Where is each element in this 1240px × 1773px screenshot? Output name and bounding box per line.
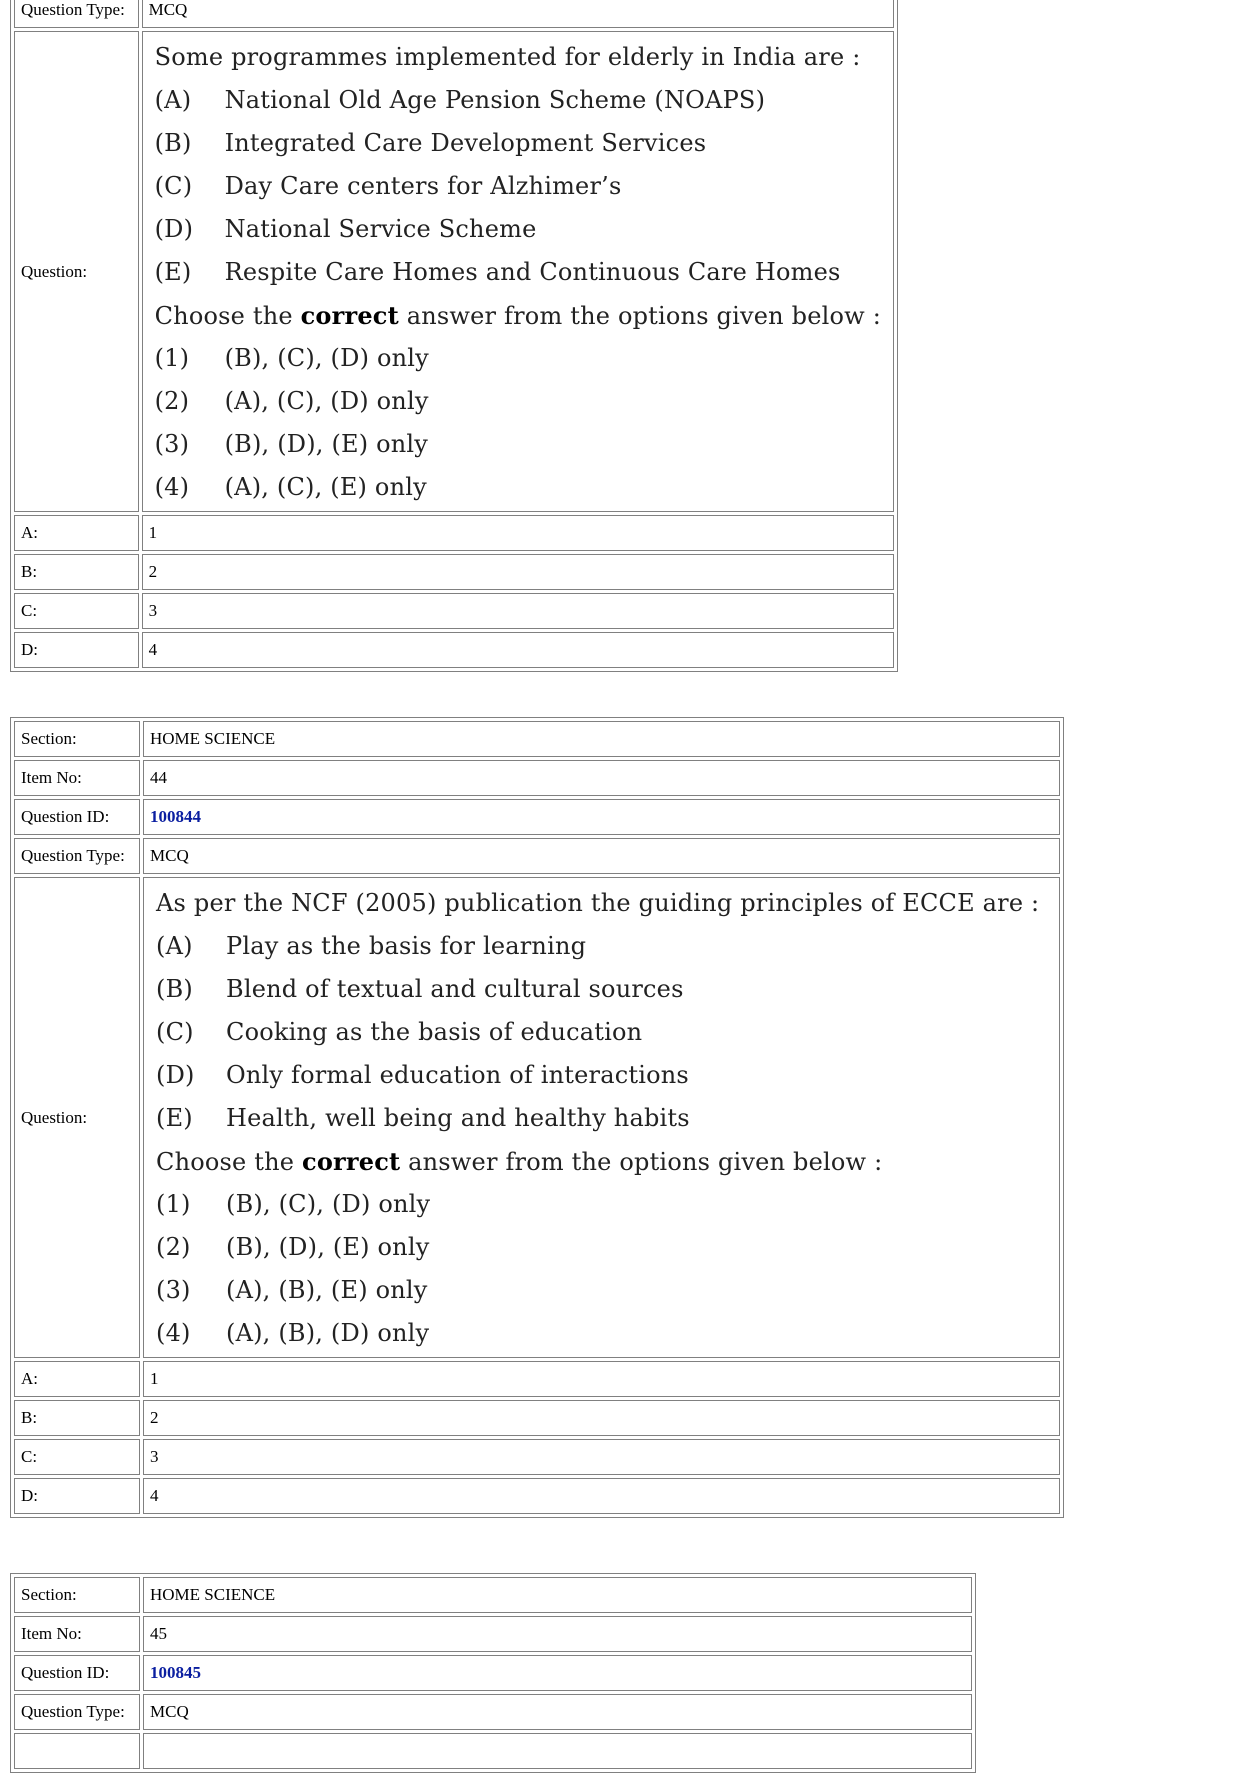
answer-d-label: D: [14, 632, 139, 668]
question-content [143, 1733, 972, 1769]
statement: (E) Health, well being and healthy habits [156, 1104, 690, 1132]
instruction: Choose the correct answer from the options given below : [156, 1147, 883, 1176]
answer-a-label: A: [14, 1361, 140, 1397]
question-label: Question: [14, 877, 140, 1358]
question-table-1 [10, 0, 898, 672]
statement: (A) Play as the basis for learning [156, 932, 587, 960]
question-id-label: Question ID: [14, 799, 140, 835]
item-no-label: Item No: [14, 1616, 140, 1652]
statement: (B) Blend of textual and cultural sources [156, 975, 684, 1003]
question-content [143, 877, 1060, 1358]
option: (1) (B), (C), (D) only [154, 344, 429, 372]
statement: (E) Respite Care Homes and Continuous Care Homes [154, 258, 841, 286]
question-label-cell [14, 1733, 140, 1769]
question-id-value: 100845 [143, 1655, 972, 1691]
statement: (A) National Old Age Pension Scheme (NOAPS) [154, 86, 766, 114]
option: (3) (A), (B), (E) only [156, 1276, 428, 1304]
section-value: HOME SCIENCE [143, 721, 1060, 757]
question-stem: As per the NCF (2005) publication the guiding principles of ECCE are : [156, 889, 1040, 917]
question-table-3 [10, 1573, 976, 1773]
statement: (C) Day Care centers for Alzhimer’s [154, 172, 622, 200]
question-type-value: MCQ [143, 1694, 972, 1730]
option: (4) (A), (B), (D) only [156, 1319, 430, 1347]
option: (2) (B), (D), (E) only [156, 1233, 430, 1261]
answer-a-value: 1 [143, 1361, 1060, 1397]
question-label: Question: [14, 31, 139, 512]
statement: (D) National Service Scheme [154, 215, 537, 243]
answer-c-value: 3 [142, 593, 894, 629]
statement: (B) Integrated Care Development Services [154, 129, 707, 157]
answer-b-value: 2 [143, 1400, 1060, 1436]
question-type-label: Question Type: [14, 0, 139, 28]
answer-c-label: C: [14, 593, 139, 629]
answer-b-label: B: [14, 1400, 140, 1436]
question-content [142, 31, 894, 512]
question-type-value: MCQ [143, 838, 1060, 874]
answer-d-value: 4 [142, 632, 894, 668]
item-no-value: 44 [143, 760, 1060, 796]
option: (4) (A), (C), (E) only [154, 473, 427, 501]
section-value: HOME SCIENCE [143, 1577, 972, 1613]
statement: (D) Only formal education of interactions [156, 1061, 689, 1089]
option: (1) (B), (C), (D) only [156, 1190, 431, 1218]
answer-c-label: C: [14, 1439, 140, 1475]
question-table-2 [10, 717, 1064, 1518]
answer-c-value: 3 [143, 1439, 1060, 1475]
statement: (C) Cooking as the basis of education [156, 1018, 643, 1046]
answer-d-value: 4 [143, 1478, 1060, 1514]
answer-d-label: D: [14, 1478, 140, 1514]
answer-a-value: 1 [142, 515, 894, 551]
answer-a-label: A: [14, 515, 139, 551]
instruction: Choose the correct answer from the options given below : [154, 301, 881, 330]
question-type-label: Question Type: [14, 838, 140, 874]
question-type-value: MCQ [142, 0, 894, 28]
section-label: Section: [14, 1577, 140, 1613]
section-label: Section: [14, 721, 140, 757]
question-stem: Some programmes implemented for elderly in India are : [154, 43, 861, 71]
option: (2) (A), (C), (D) only [154, 387, 429, 415]
answer-b-label: B: [14, 554, 139, 590]
item-no-value: 45 [143, 1616, 972, 1652]
question-id-label: Question ID: [14, 1655, 140, 1691]
question-id-value: 100844 [143, 799, 1060, 835]
item-no-label: Item No: [14, 760, 140, 796]
answer-b-value: 2 [142, 554, 894, 590]
question-type-label: Question Type: [14, 1694, 140, 1730]
option: (3) (B), (D), (E) only [154, 430, 429, 458]
